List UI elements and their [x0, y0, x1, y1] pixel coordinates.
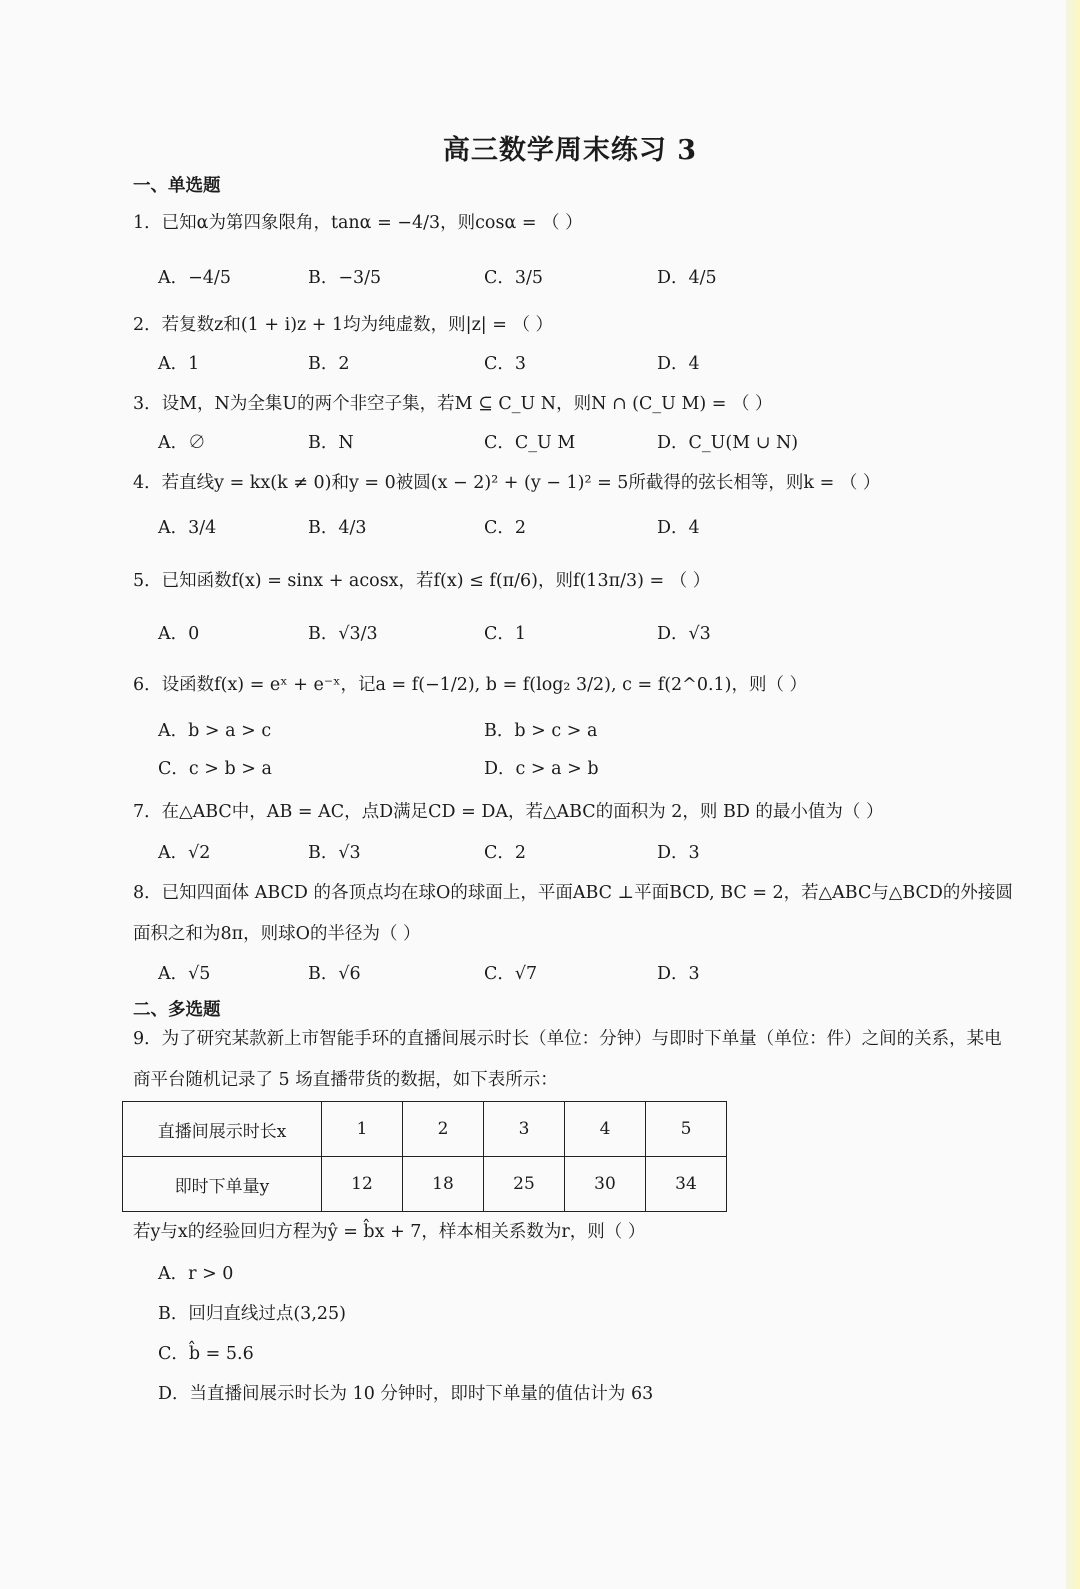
question-4-option-d: D．4	[657, 518, 700, 538]
question-8-option-b: B．√6	[308, 964, 361, 984]
question-1-option-c: C．3/5	[484, 268, 544, 288]
question-3-stem: 3．设M，N为全集U的两个非空子集，若M ⊆ C_U N，则N ∩ (C_U M) = （ ）	[133, 394, 773, 414]
question-2-stem: 2．若复数z和(1 + i)z + 1均为纯虚数，则|z| = （ ）	[133, 315, 554, 335]
question-3-option-d: D．C_U(M ∪ N)	[657, 433, 799, 453]
question-9-stem: 9．为了研究某款新上市智能手环的直播间展示时长（单位：分钟）与即时下单量（单位：件）之间的关系，某电商平台随机记录了 5 场直播带货的数据，如下表所示：	[133, 1029, 1002, 1090]
table-cell: 18	[403, 1157, 484, 1212]
table-cell: 34	[646, 1157, 727, 1212]
question-7-option-d: D．3	[657, 843, 700, 863]
question-8-option-c: C．√7	[484, 964, 538, 984]
table-cell: 25	[484, 1157, 565, 1212]
question-8-option-d: D．3	[657, 964, 700, 984]
table-row	[123, 1102, 727, 1157]
section-heading-single-choice: 一、单选题	[133, 176, 221, 196]
question-1-option-b: B．−3/5	[308, 268, 382, 288]
question-6-option-c: C．c > b > a	[158, 759, 272, 779]
data-table	[122, 1101, 727, 1212]
table-cell: 3	[484, 1102, 565, 1157]
section-heading-multiple-choice: 二、多选题	[133, 1000, 221, 1020]
question-5-option-b: B．√3/3	[308, 624, 378, 644]
table-cell: 2	[403, 1102, 484, 1157]
question-4-option-b: B．4/3	[308, 518, 367, 538]
question-9-option-d: D．当直播间展示时长为 10 分钟时，即时下单量的值估计为 63	[158, 1384, 654, 1404]
question-3-option-a: A．∅	[158, 433, 206, 453]
table-cell: 1	[322, 1102, 403, 1157]
question-6-option-a: A．b > a > c	[158, 721, 272, 741]
question-2-option-c: C．3	[484, 354, 527, 374]
question-6-option-d: D．c > a > b	[484, 759, 599, 779]
question-4-option-a: A．3/4	[158, 518, 217, 538]
question-8-option-a: A．√5	[158, 964, 211, 984]
question-2-option-d: D．4	[657, 354, 700, 374]
table-row	[123, 1157, 727, 1212]
table-cell: 12	[322, 1157, 403, 1212]
question-7-stem: 7．在△ABC中，AB = AC，点D满足CD = DA，若△ABC的面积为 2，则 BD 的最小值为（ ）	[133, 802, 884, 822]
question-5-option-c: C．1	[484, 624, 527, 644]
question-2-option-b: B．2	[308, 354, 350, 374]
question-9-option-b: B．回归直线过点(3,25)	[158, 1304, 346, 1324]
question-3-option-c: C．C_U M	[484, 433, 576, 453]
table-cell: 4	[565, 1102, 646, 1157]
question-6-stem: 6．设函数f(x) = eˣ + e⁻ˣ，记a = f(−1/2), b = f(log₂ 3/2), c = f(2^0.1)，则（ ）	[133, 675, 808, 695]
question-9-stem-2: 若y与x的经验回归方程为ŷ = b̂x + 7，样本相关系数为r，则（ ）	[133, 1222, 646, 1242]
question-7-option-a: A．√2	[158, 843, 211, 863]
page-edge	[1066, 0, 1080, 1589]
question-1-option-d: D．4/5	[657, 268, 717, 288]
table-cell: 5	[646, 1102, 727, 1157]
question-9-option-a: A．r > 0	[158, 1264, 234, 1284]
question-1-stem: 1．已知α为第四象限角，tanα = −4/3，则cosα = （ ）	[133, 213, 583, 233]
question-3-option-b: B．N	[308, 433, 354, 453]
question-2-option-a: A．1	[158, 354, 200, 374]
question-6-option-b: B．b > c > a	[484, 721, 598, 741]
question-7-option-c: C．2	[484, 843, 527, 863]
question-8-stem: 8．已知四面体 ABCD 的各顶点均在球O的球面上，平面ABC ⊥平面BCD, BC = 2，若△ABC与△BCD的外接圆面积之和为8π，则球O的半径为（ ）	[133, 883, 1013, 944]
question-5-option-d: D．√3	[657, 624, 711, 644]
question-7-option-b: B．√3	[308, 843, 361, 863]
question-4-option-c: C．2	[484, 518, 527, 538]
question-5-option-a: A．0	[158, 624, 200, 644]
table-row-header-x: 直播间展示时长x	[123, 1102, 322, 1157]
page-title: 高三数学周末练习 3	[442, 135, 698, 166]
table-cell: 30	[565, 1157, 646, 1212]
question-1-option-a: A．−4/5	[158, 268, 231, 288]
question-9-option-c: C．b̂ = 5.6	[158, 1344, 254, 1364]
question-4-stem: 4．若直线y = kx(k ≠ 0)和y = 0被圆(x − 2)² + (y − 1)² = 5所截得的弦长相等，则k = （ ）	[133, 473, 881, 493]
table-row-header-y: 即时下单量y	[123, 1157, 322, 1212]
question-5-stem: 5．已知函数f(x) = sinx + acosx，若f(x) ≤ f(π/6)，则f(13π/3) = （ ）	[133, 571, 711, 591]
